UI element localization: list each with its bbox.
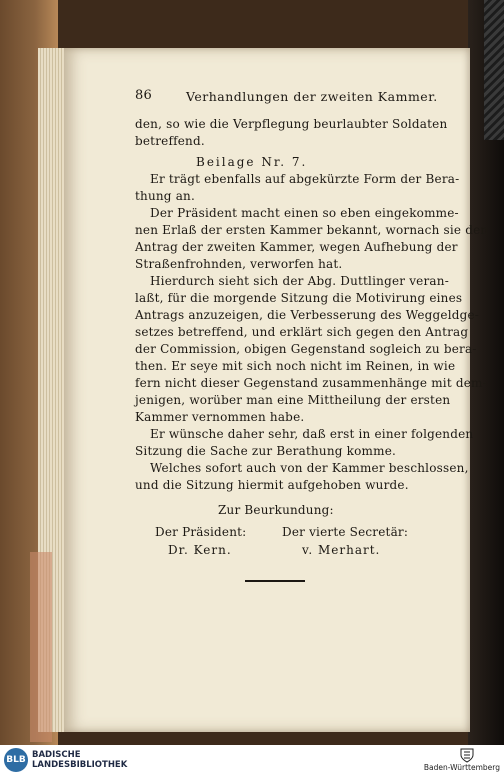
text-line: jenigen, worüber man eine Mittheilung der ersten xyxy=(135,393,451,407)
text-line: der Commission, obigen Gegenstand sogleich zu bera- xyxy=(135,342,477,356)
book-right-edge xyxy=(468,0,504,745)
coat-of-arms-icon xyxy=(460,747,474,763)
running-title: Verhandlungen der zweiten Kammer. xyxy=(186,89,438,104)
signature-right-title: Der vierte Secretär: xyxy=(282,525,409,539)
library-logo-icon: BLB xyxy=(4,748,28,772)
text-line: Er wünsche daher sehr, daß erst in einer folgenden xyxy=(150,427,474,441)
text-line: und die Sitzung hiermit aufgehoben wurde. xyxy=(135,478,409,492)
text-line: nen Erlaß der ersten Kammer bekannt, wornach sie den xyxy=(135,223,489,237)
region-label: Baden-Württemberg xyxy=(423,763,500,772)
text-line: Kammer vernommen habe. xyxy=(135,410,305,424)
page-number: 86 xyxy=(135,88,152,103)
bookmark-ribbon xyxy=(30,552,52,742)
text-line: betreffend. xyxy=(135,134,205,148)
text-line: fern nicht dieser Gegenstand zusammenhänge mit dem- xyxy=(135,376,487,390)
library-name-line1: BADISCHE xyxy=(32,750,81,760)
text-line: laßt, für die morgende Sitzung die Motivirung eines xyxy=(135,291,463,305)
library-name xyxy=(32,750,127,770)
signature-left-name: Dr. Kern. xyxy=(168,543,232,557)
beilage-heading: Beilage Nr. 7. xyxy=(196,155,308,169)
text-line: then. Er seye mit sich noch nicht im Reinen, in wie xyxy=(135,359,456,373)
closing-rule xyxy=(245,580,305,582)
signature-right-name: v. Merhart. xyxy=(302,543,381,557)
library-name-line2: LANDESBIBLIOTHEK xyxy=(32,760,128,770)
text-line: den, so wie die Verpflegung beurlaubter Soldaten xyxy=(135,117,448,131)
attestation-heading: Zur Beurkundung: xyxy=(218,503,334,517)
text-line: Der Präsident macht einen so eben eingekomme- xyxy=(150,206,459,220)
text-line: Er trägt ebenfalls auf abgekürzte Form der Bera- xyxy=(150,172,460,186)
text-line: Antrags anzuzeigen, die Verbesserung des Weggeldge- xyxy=(135,308,480,322)
text-line: Welches sofort auch von der Kammer beschlossen, xyxy=(150,461,469,475)
text-line: setzes betreffend, und erklärt sich gegen den Antrag xyxy=(135,325,469,339)
footer-bar xyxy=(0,745,504,775)
text-line: Sitzung die Sache zur Berathung komme. xyxy=(135,444,397,458)
signature-left-title: Der Präsident: xyxy=(155,525,247,539)
text-line: Hierdurch sieht sich der Abg. Duttlinger veran- xyxy=(150,274,449,288)
text-line: Straßenfrohnden, verworfen hat. xyxy=(135,257,343,271)
book-page xyxy=(64,48,470,732)
text-line: thung an. xyxy=(135,189,196,203)
text-line: Antrag der zweiten Kammer, wegen Aufhebung der xyxy=(135,240,458,254)
